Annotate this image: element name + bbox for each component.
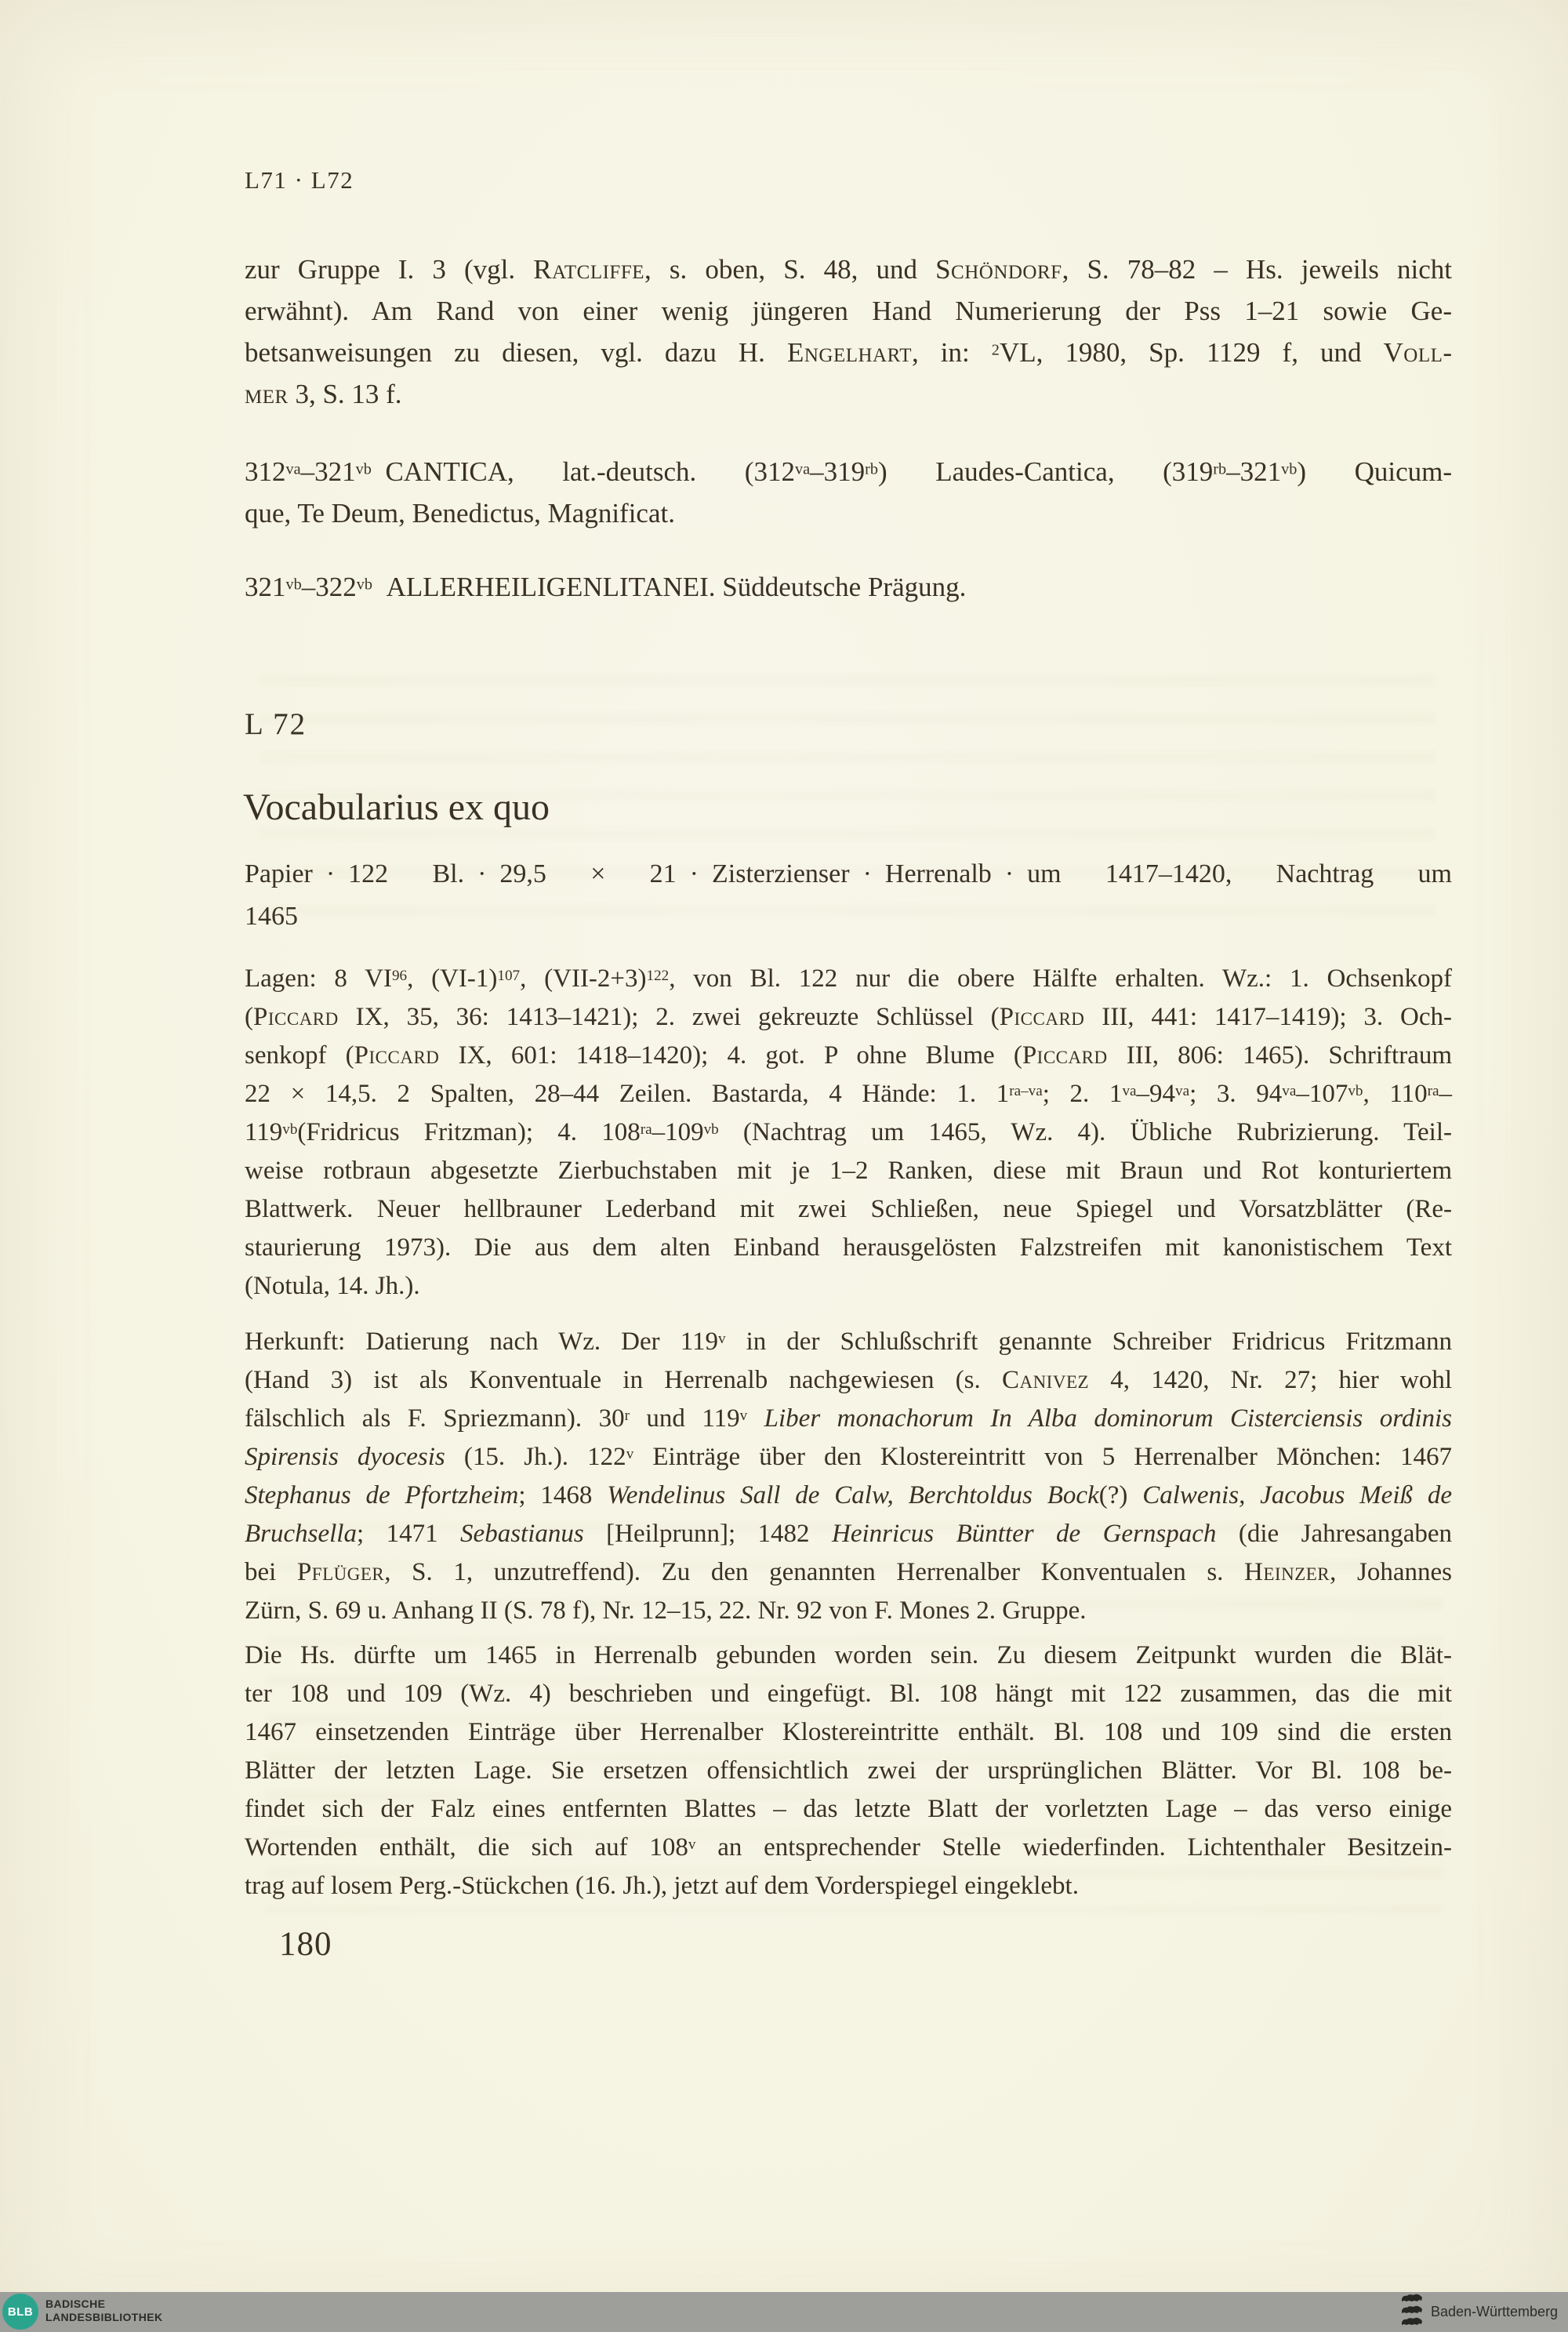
text-line: que, Te Deum, Benedictus, Magnificat.: [245, 498, 675, 529]
paragraph-lagen: [245, 960, 1452, 1306]
text-line: $321^{vb}-322^{vb}$ ALLERHEILIGENLITANEI. Süddeutsche Prägung.: [245, 572, 967, 602]
library-name: [45, 2297, 163, 2324]
text-line: Bruchsella; 1471 Sebastianus [Heilprunn]; 1482 Heinricus Büntter de Gernspach (die Jahresangaben: [245, 1520, 1453, 1548]
text-line: Die Hs. dürfte um 1465 in Herrenalb gebunden worden sein. Zu diesem Zeitpunkt wurden die Blät-: [245, 1641, 1452, 1669]
text-line: (Piccard IX, 35, 36: 1413–1421); 2. zwei gekreuzte Schlüssel (Piccard III, 441: 1417–1419); 3. Och-: [245, 1003, 1452, 1031]
text-line: mer 3, S. 13 f.: [245, 379, 402, 409]
page-number: 180: [279, 1926, 332, 1963]
text-line: Papier · 122 Bl. · 29,5 × 21 · Zisterzienser · Herrenalb · um 1417–1420, Nachtrag um: [245, 859, 1452, 888]
text-line: 1467 einsetzenden Einträge über Herrenalber Klostereintritte enthält. Bl. 108 und 109 sind die ersten: [245, 1718, 1452, 1746]
text-line: 22 × 14,5. 2 Spalten, 28–44 Zeilen. Bastarda, 4 Hände: 1. $1^{ra-va}$; 2. $1^{va}-94^{va}$; 3. $94^{va}-107^{vb}$, $110^{ra}-$: [245, 1080, 1452, 1108]
text-line: Wortenden enthält, die sich auf 108$^v$ an entsprechender Stelle wiederfinden. Lichtenthaler Besitzein-: [245, 1833, 1452, 1862]
text-line: findet sich der Falz eines entfernten Blattes – das letzte Blatt der vorletzten Lage – das verso einige: [245, 1795, 1452, 1823]
text-line: betsanweisungen zu diesen, vgl. dazu H. Engelhart, in: $^2$VL, 1980, Sp. 1129 f, und Voll-: [245, 337, 1453, 368]
text-line: erwähnt). Am Rand von einer wenig jüngeren Hand Numerierung der Pss 1–21 sowie Ge-: [245, 296, 1452, 326]
text-line: $312^{va}-321^{vb}$ CANTICA, lat.-deutsch. $(312^{va}-319^{rb})$ Laudes-Cantica, $(319^{rb}-321^{vb})$ Quicum-: [245, 456, 1452, 487]
state-branding: [1400, 2292, 1558, 2332]
codicological-summary-line: [245, 853, 1452, 938]
text-line: zur Gruppe I. 3 (vgl. Ratcliffe, s. oben, S. 48, und Schöndorf, S. 78–82 – Hs. jeweils nicht: [245, 254, 1452, 285]
text-line: Lagen: 8 VI$^{96}$, $(VI-1)^{107}$, $(VII-2+3)^{122}$, von Bl. 122 nur die obere Hälfte erhalten. Wz.: 1. Ochsenkopf: [245, 964, 1452, 993]
paragraph-binding-history: [245, 1636, 1452, 1905]
text-line: Blattwerk. Neuer hellbrauner Lederband mit zwei Schließen, neue Spiegel und Vorsatzblätter (Re-: [245, 1195, 1452, 1223]
text-line: ter 108 und 109 (Wz. 4) beschrieben und eingefügt. Bl. 108 hängt mit 122 zusammen, das die mit: [245, 1680, 1452, 1708]
baden-wuerttemberg-coat-of-arms-icon: [1400, 2292, 1424, 2332]
text-line: weise rotbraun abgesetzte Zierbuchstaben mit je 1–2 Ranken, diese mit Braun und Rot konturiertem: [245, 1157, 1452, 1185]
text-line: Spirensis dyocesis (15. Jh.). 122$^v$ Einträge über den Klostereintritt von 5 Herrenalber Mönchen: 1467: [245, 1443, 1452, 1471]
text-line: Stephanus de Pfortzheim; 1468 Wendelinus Sall de Calw, Berchtoldus Bock(?) Calwenis, Jacobus Meiß de: [245, 1481, 1453, 1509]
library-name-line1: BADISCHE: [45, 2297, 106, 2310]
text-line: (Hand 3) ist als Konventuale in Herrenalb nachgewiesen (s. Canivez 4, 1420, Nr. 27; hier wohl: [245, 1366, 1452, 1394]
text-line: bei Pflüger, S. 1, unzutreffend). Zu den genannten Herrenalber Konventualen s. Heinzer, Johannes: [245, 1558, 1452, 1586]
paragraph-l71-cantica: [245, 451, 1452, 534]
paragraph-l71-continuation: [245, 249, 1452, 415]
text-line: staurierung 1973). Die aus dem alten Einband herausgelösten Falzstreifen mit kanonistischem Text: [245, 1233, 1452, 1262]
blb-logo: [2, 2294, 38, 2330]
text-line: (Notula, 14. Jh.).: [245, 1272, 420, 1300]
blb-logo-initials: BLB: [7, 2305, 34, 2319]
text-line: $119^{vb}(Fridricus$ Fritzman); 4. $108^{ra}-109^{vb}$ (Nachtrag um 1465, Wz. 4). Übliche Rubrizierung. Teil-: [245, 1118, 1452, 1146]
paragraph-l71-litanei: [245, 566, 1452, 608]
entry-number-heading: L 72: [245, 707, 307, 741]
text-line: 1465: [245, 902, 298, 931]
text-line: Herkunft: Datierung nach Wz. Der 119$^v$ in der Schlußschrift genannte Schreiber Fridricus Fritzmann: [245, 1328, 1452, 1356]
running-head: L71 · L72: [245, 166, 354, 194]
text-line: Zürn, S. 69 u. Anhang II (S. 78 f), Nr. 12–15, 22. Nr. 92 von F. Mones 2. Gruppe.: [245, 1596, 1087, 1625]
paragraph-herkunft: [245, 1323, 1452, 1630]
text-line: fälschlich als F. Spriezmann). 30$^r$ und 119$^v$ Liber monachorum In Alba dominorum Cisterciensis ordinis: [245, 1404, 1452, 1433]
text-line: Blätter der letzten Lage. Sie ersetzen offensichtlich zwei der ursprünglichen Blätter. Vor Bl. 108 be-: [245, 1756, 1452, 1785]
work-title: Vocabularius ex quo: [243, 786, 550, 828]
text-line: senkopf (Piccard IX, 601: 1418–1420); 4. got. P ohne Blume (Piccard III, 806: 1465). Schriftraum: [245, 1041, 1453, 1070]
state-name: Baden-Württemberg: [1431, 2304, 1559, 2319]
library-name-line2: LANDESBIBLIOTHEK: [45, 2311, 163, 2323]
library-footer-bar: [0, 2292, 1568, 2332]
text-line: trag auf losem Perg.-Stückchen (16. Jh.), jetzt auf dem Vorderspiegel eingeklebt.: [245, 1872, 1079, 1900]
